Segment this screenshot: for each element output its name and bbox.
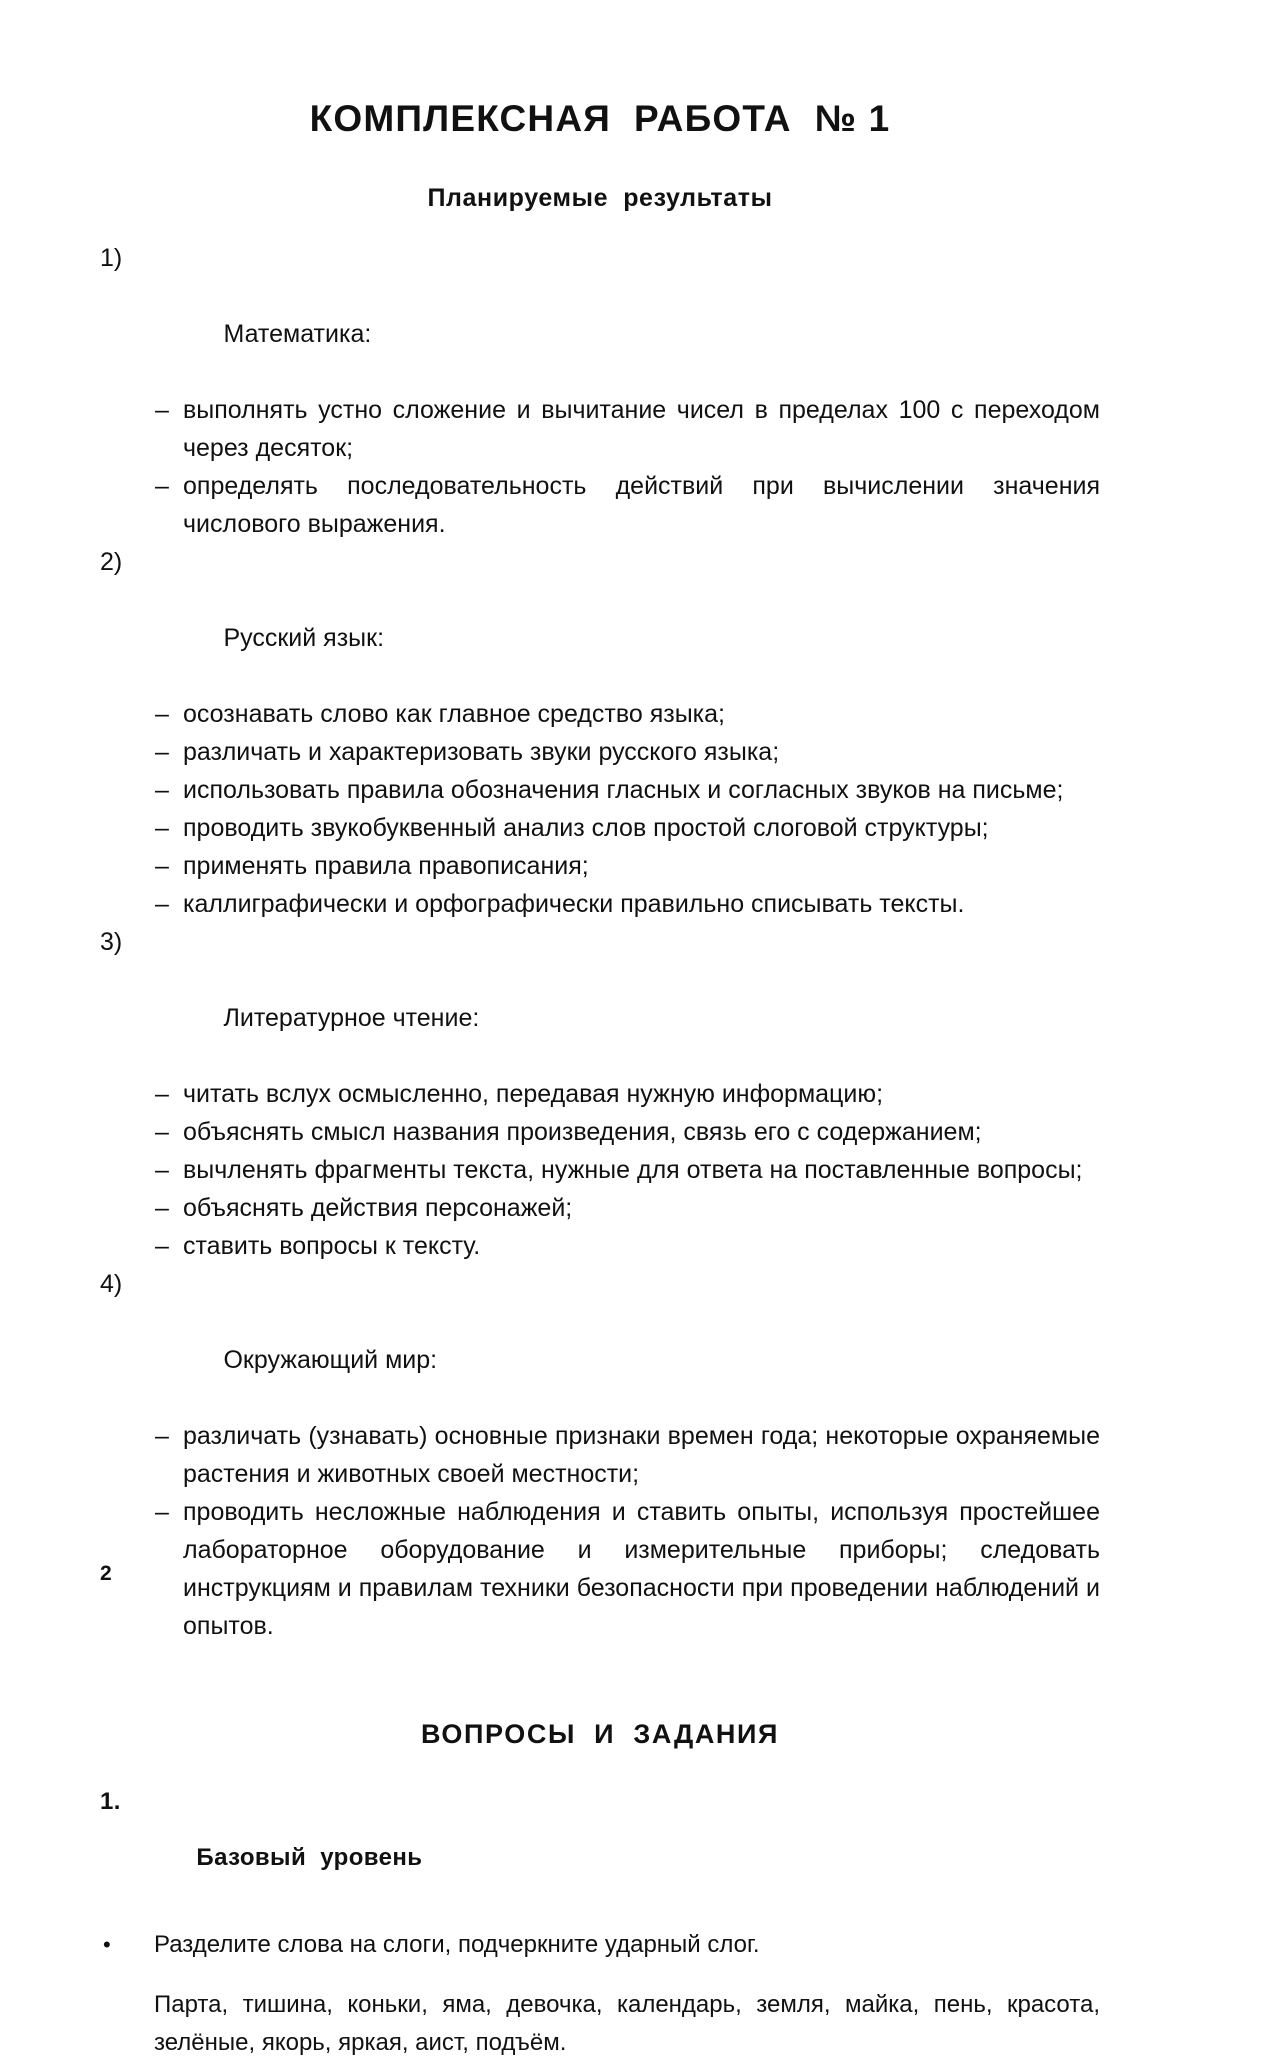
dash-icon: – — [155, 700, 169, 728]
group-number: 2) — [100, 548, 123, 576]
task-instruction-text: Разделите слова на слоги, подчеркните ударный слог. — [154, 1931, 760, 1958]
planned-results-heading: Планируемые результаты — [427, 184, 773, 212]
group-heading — [100, 543, 1100, 695]
group-heading — [100, 923, 1100, 1075]
dash-icon: – — [155, 396, 169, 424]
dash-icon: – — [155, 890, 169, 918]
list-item-text: различать и характеризовать звуки русского языка; — [183, 738, 780, 766]
page-number: 2 — [100, 1562, 112, 1585]
list-item-text: объяснять действия персонажей; — [183, 1194, 573, 1222]
list-item — [100, 771, 1100, 809]
dash-icon: – — [155, 738, 169, 766]
planned-results-list — [100, 213, 1100, 1645]
list-item-text: различать (узнавать) основные признаки времен года; некоторые охраняемые растения и животных своей местности; — [183, 1422, 1100, 1488]
task-level-number: 1. — [100, 1788, 121, 1815]
list-item-text: выполнять устно сложение и вычитание чисел в пределах 100 с переходом через десяток; — [183, 396, 1100, 462]
dash-icon: – — [155, 1080, 169, 1108]
list-item-text: проводить звукобуквенный анализ слов простой слоговой структуры; — [183, 814, 989, 842]
group-heading — [100, 1265, 1100, 1417]
group-subject-label: Математика: — [223, 320, 372, 348]
list-item — [100, 1113, 1100, 1151]
list-item — [100, 1417, 1100, 1493]
group-items — [100, 391, 1100, 543]
list-item — [100, 885, 1100, 923]
list-item — [100, 1189, 1100, 1227]
result-group-literary-reading — [100, 923, 1100, 1265]
group-subject-label: Русский язык: — [223, 624, 385, 652]
list-item-text: читать вслух осмысленно, передавая нужную информацию; — [183, 1080, 884, 1108]
list-item-text: объяснять смысл названия произведения, связь его с содержанием; — [183, 1118, 982, 1146]
tasks-heading: ВОПРОСЫ И ЗАДАНИЯ — [420, 1719, 780, 1749]
dash-icon: – — [155, 776, 169, 804]
list-item — [100, 467, 1100, 543]
list-item — [100, 1075, 1100, 1113]
dash-icon: – — [155, 472, 169, 500]
list-item-text: использовать правила обозначения гласных и согласных звуков на письме; — [183, 776, 1064, 804]
list-item — [100, 809, 1100, 847]
list-item — [100, 1493, 1100, 1645]
task-level-label: Базовый уровень — [196, 1844, 423, 1871]
group-subject-label: Литературное чтение: — [223, 1004, 480, 1032]
group-items — [100, 695, 1100, 923]
dash-icon: – — [155, 1194, 169, 1222]
group-number: 4) — [100, 1270, 123, 1298]
result-group-mathematics — [100, 239, 1100, 543]
result-group-russian-language — [100, 543, 1100, 923]
task-instruction-row — [100, 1926, 1100, 1964]
group-items — [100, 1417, 1100, 1645]
group-items — [100, 1075, 1100, 1265]
list-item-text: ставить вопросы к тексту. — [183, 1232, 481, 1260]
list-item — [100, 391, 1100, 467]
list-item — [100, 1151, 1100, 1189]
dash-icon: – — [155, 852, 169, 880]
dash-icon: – — [155, 1118, 169, 1146]
list-item-text: вычленять фрагменты текста, нужные для ответа на поставленные вопросы; — [183, 1156, 1083, 1184]
list-item-text: каллиграфически и орфографически правильно списывать тексты. — [183, 890, 965, 918]
list-item-text: осознавать слово как главное средство языка; — [183, 700, 726, 728]
bullet-icon: • — [103, 1932, 111, 1957]
group-number: 3) — [100, 928, 123, 956]
group-number: 1) — [100, 244, 123, 272]
task-level-heading — [100, 1750, 1100, 1900]
list-item — [100, 733, 1100, 771]
list-item — [100, 695, 1100, 733]
dash-icon: – — [155, 1232, 169, 1260]
dash-icon: – — [155, 1156, 169, 1184]
page-title: КОМПЛЕКСНАЯ РАБОТА № 1 — [309, 98, 891, 139]
task-word-list — [100, 1964, 1100, 2062]
list-item-text: проводить несложные наблюдения и ставить опыты, используя простейшее лабораторное оборудование и измерительные приборы; следовать инструкциям и правилам техники безопасности при проведении наблюдений и опытов. — [183, 1498, 1100, 1640]
dash-icon: – — [155, 1422, 169, 1450]
task-item — [100, 1900, 1100, 2062]
task-word-list-text: Парта, тишина, коньки, яма, девочка, календарь, земля, майка, пень, красота, зелёные, якорь, яркая, аист, подъём. — [154, 1991, 1100, 2056]
page-content — [100, 0, 1100, 2062]
dash-icon: – — [155, 1498, 169, 1526]
group-subject-label: Окружающий мир: — [223, 1346, 438, 1374]
result-group-world-around-us — [100, 1265, 1100, 1645]
list-item — [100, 1227, 1100, 1265]
list-item-text: применять правила правописания; — [183, 852, 589, 880]
list-item — [100, 847, 1100, 885]
list-item-text: определять последовательность действий при вычислении значения числового выражения. — [183, 472, 1100, 538]
group-heading — [100, 239, 1100, 391]
dash-icon: – — [155, 814, 169, 842]
